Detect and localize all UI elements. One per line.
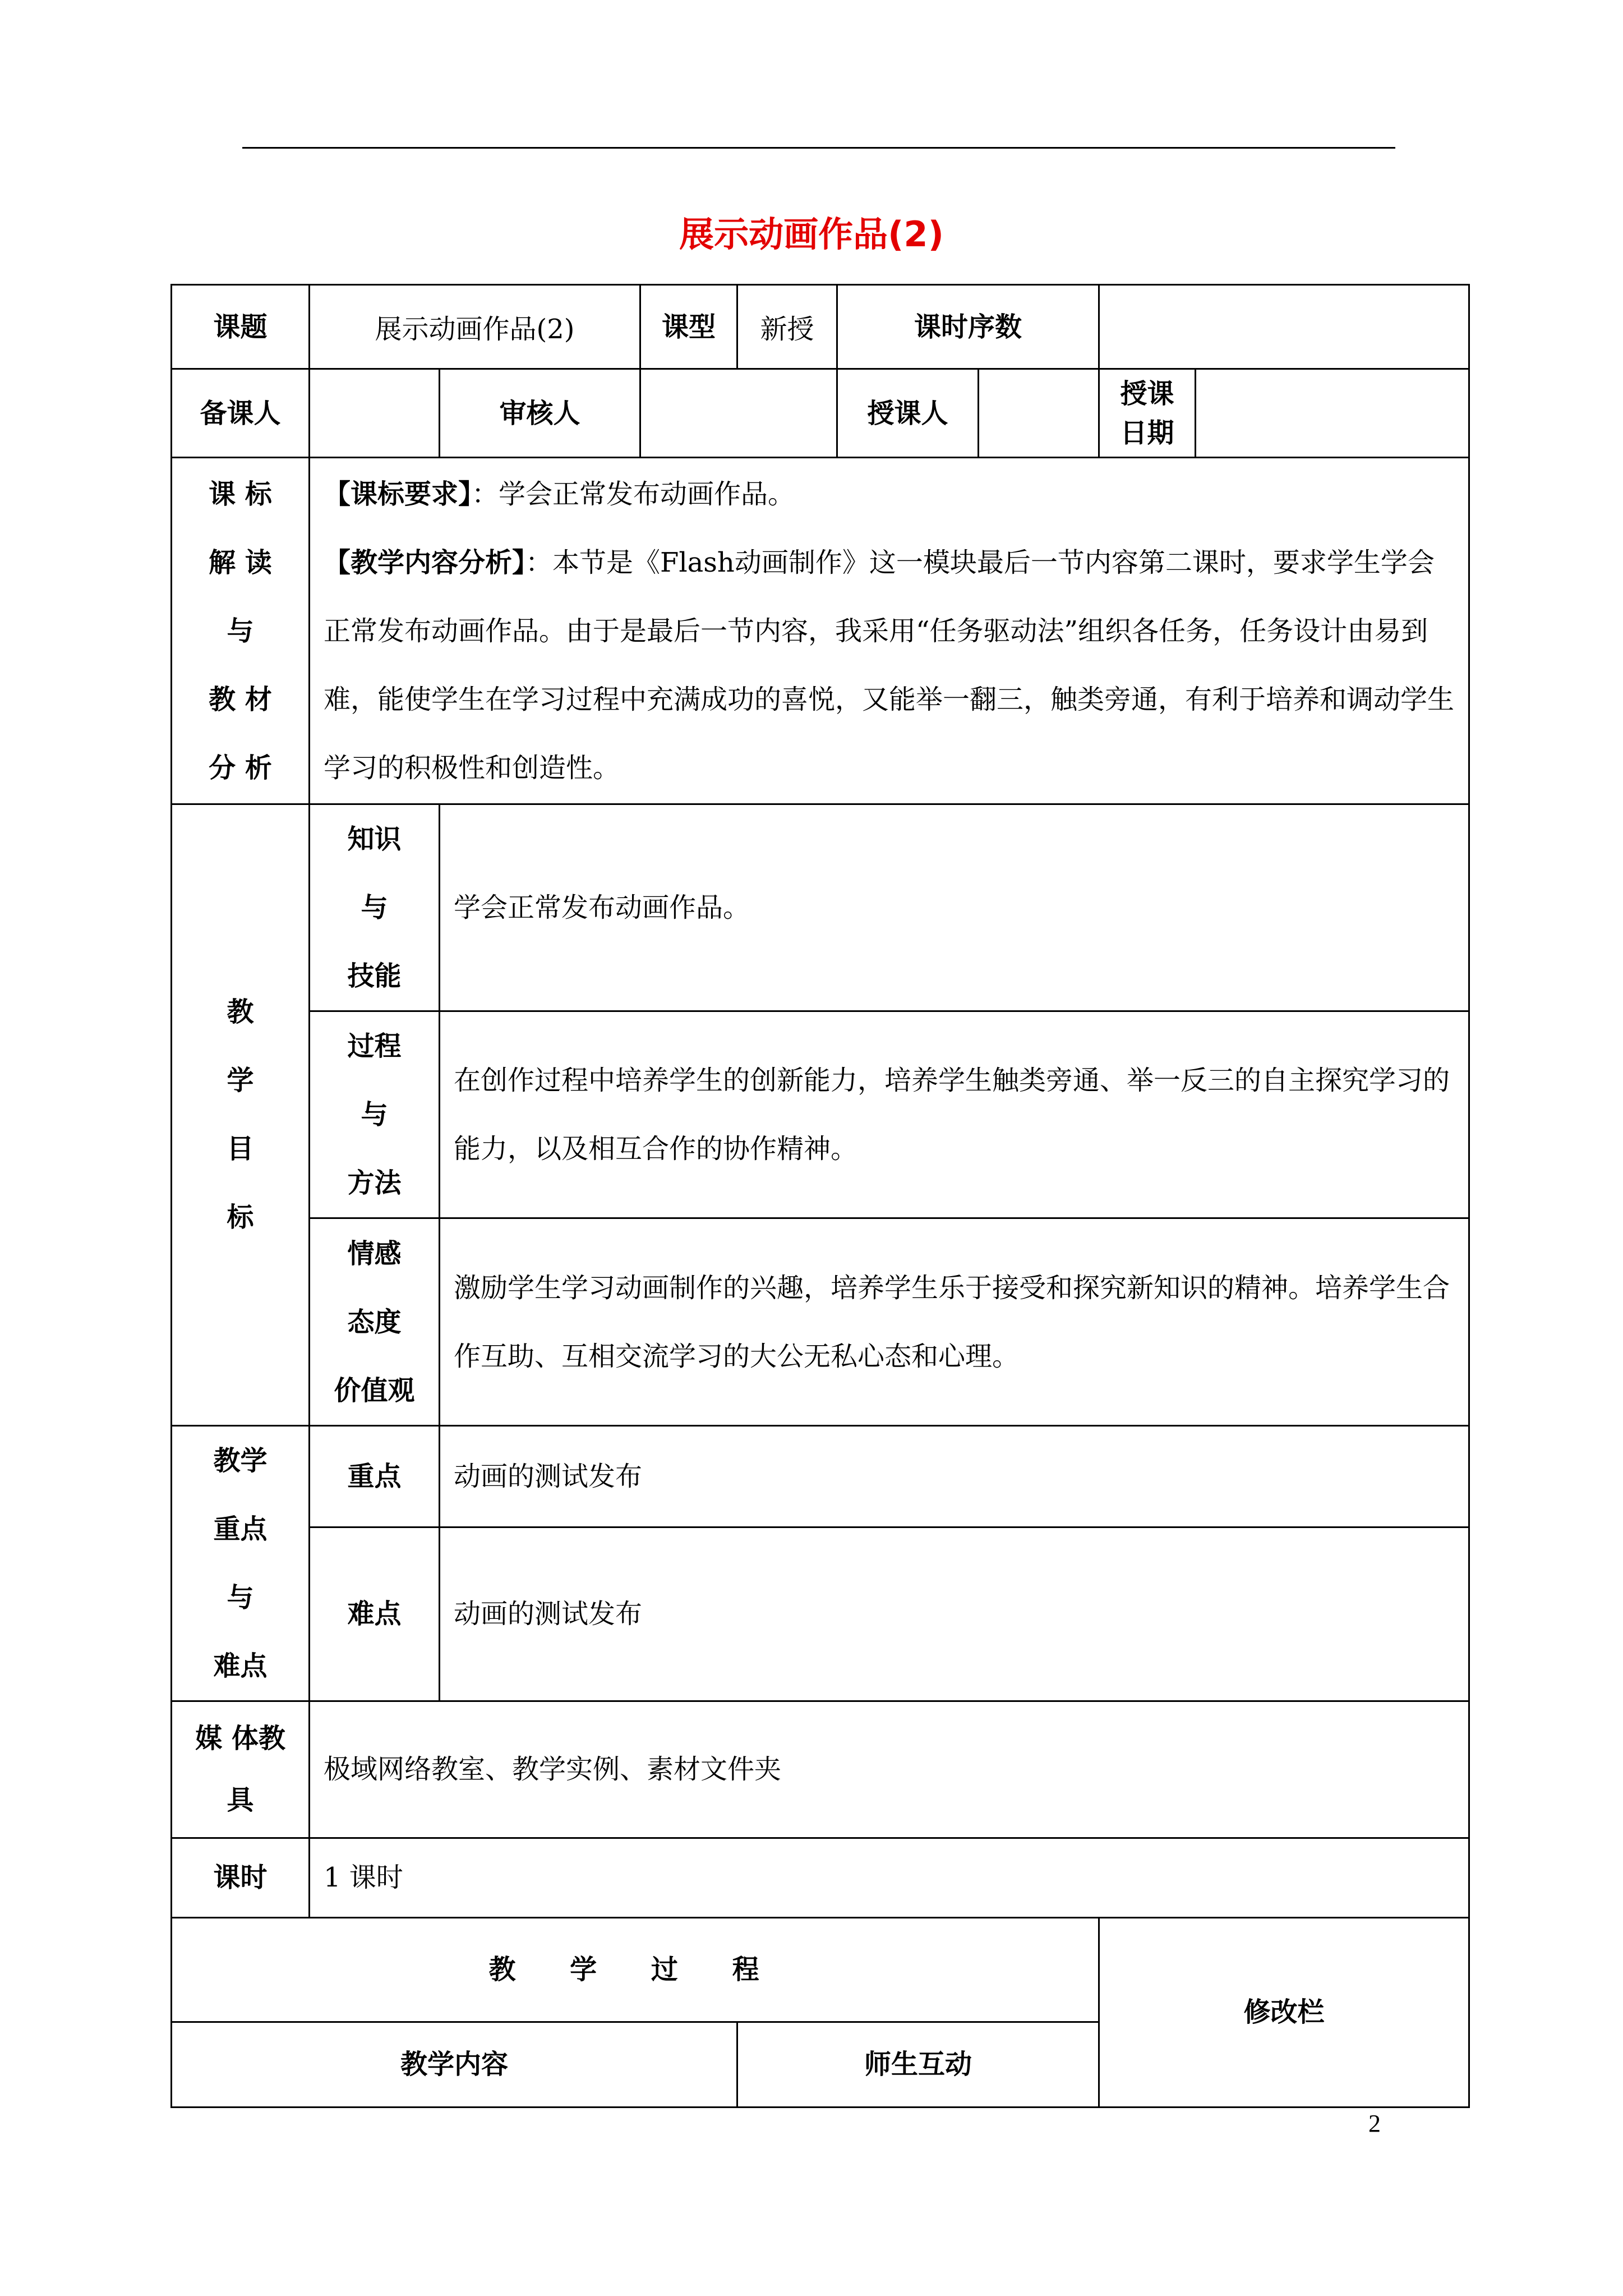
goal-label-line: 方法 — [347, 1167, 402, 1199]
content-column-label: 教学内容 — [172, 2022, 737, 2107]
date-value — [1196, 369, 1469, 458]
date-label-line-2: 日期 — [1120, 417, 1174, 449]
goals-label — [172, 804, 310, 1425]
type-value: 新授 — [737, 285, 837, 369]
goals-label-line: 教 — [227, 996, 254, 1028]
goal-label-line: 过程 — [347, 1030, 402, 1062]
goal-attitude-text: 激励学生学习动画制作的兴趣，培养学生乐于接受和探究新知识的精神。培养学生合作互助、互相交流学习的大公无私心态和心理。 — [440, 1218, 1469, 1425]
analysis-label-line: 解 读 — [209, 546, 272, 578]
media-label-line-1: 媒 体教 — [195, 1723, 285, 1755]
goal-label-line: 知识 — [347, 823, 402, 855]
goal-label-line: 技能 — [347, 960, 402, 992]
order-value — [1099, 285, 1469, 369]
page-number: 2 — [1368, 2110, 1381, 2137]
process-label: 教 学 过 程 — [172, 1917, 1099, 2022]
difficulty-text: 动画的测试发布 — [440, 1527, 1469, 1701]
media-label — [172, 1701, 310, 1838]
type-label: 课型 — [640, 285, 737, 369]
reviewer-label: 审核人 — [440, 369, 640, 458]
media-label-line-2: 具 — [227, 1784, 254, 1816]
row-goal-knowledge — [172, 804, 1469, 1011]
analysis-label-line: 分 析 — [209, 752, 272, 784]
key-label-line: 教学 — [213, 1444, 268, 1476]
analysis-content — [310, 458, 1469, 804]
row-goal-attitude — [172, 1218, 1469, 1425]
key-label-line: 与 — [227, 1581, 254, 1613]
goal-knowledge-text: 学会正常发布动画作品。 — [440, 804, 1469, 1011]
content-analysis-tag: 【教学内容分析】 — [324, 546, 526, 578]
media-text: 极域网络教室、教学实例、素材文件夹 — [310, 1701, 1469, 1838]
requirement-text: ：学会正常发布动画作品。 — [472, 478, 795, 510]
analysis-label-line: 与 — [227, 615, 254, 647]
preparer-value — [310, 369, 440, 458]
preparer-label: 备课人 — [172, 369, 310, 458]
row-goal-process — [172, 1011, 1469, 1218]
goal-attitude-label — [310, 1218, 440, 1425]
goals-label-line: 标 — [227, 1202, 254, 1234]
goals-label-line: 目 — [227, 1133, 254, 1165]
row-topic — [172, 285, 1469, 369]
row-people — [172, 369, 1469, 458]
interaction-column-label: 师生互动 — [737, 2022, 1099, 2107]
hours-label: 课时 — [172, 1838, 310, 1917]
topic-value: 展示动画作品(2) — [310, 285, 640, 369]
goal-process-text: 在创作过程中培养学生的创新能力，培养学生触类旁通、举一反三的自主探究学习的能力，以及相互合作的协作精神。 — [440, 1011, 1469, 1218]
analysis-label — [172, 458, 310, 804]
teacher-value — [979, 369, 1099, 458]
goal-label-line: 与 — [361, 892, 388, 924]
date-label-line-1: 授课 — [1120, 378, 1174, 409]
goal-label-line: 与 — [361, 1099, 388, 1131]
goal-process-label — [310, 1011, 440, 1218]
topic-label: 课题 — [172, 285, 310, 369]
goal-label-line: 情感 — [347, 1237, 402, 1269]
key-points-label — [172, 1425, 310, 1701]
header-rule — [242, 147, 1395, 149]
analysis-label-line: 课 标 — [209, 478, 272, 510]
date-label — [1099, 369, 1196, 458]
goal-label-line: 态度 — [347, 1306, 402, 1338]
reviewer-value — [640, 369, 837, 458]
goals-label-line: 学 — [227, 1065, 254, 1097]
row-focus — [172, 1425, 1469, 1527]
focus-label: 重点 — [310, 1425, 440, 1527]
key-label-line: 难点 — [213, 1650, 268, 1682]
order-label: 课时序数 — [837, 285, 1099, 369]
document-title: 展示动画作品(2) — [679, 214, 944, 255]
row-difficulty — [172, 1527, 1469, 1701]
requirement-tag: 【课标要求】 — [324, 478, 472, 510]
curriculum-requirement — [324, 460, 1455, 528]
goal-knowledge-label — [310, 804, 440, 1011]
key-label-line: 重点 — [213, 1513, 268, 1545]
goal-label-line: 价值观 — [334, 1374, 415, 1406]
lesson-plan-table — [170, 284, 1470, 2108]
difficulty-label: 难点 — [310, 1527, 440, 1701]
row-media — [172, 1701, 1469, 1838]
teacher-label: 授课人 — [837, 369, 979, 458]
row-hours — [172, 1838, 1469, 1917]
content-analysis-text: ：本节是《Flash动画制作》这一模块最后一节内容第二课时，要求学生学会正常发布动画作品。由于是最后一节内容，我采用“任务驱动法”组织各任务，任务设计由易到难，能使学生在学习过程中充满成功的喜悦，又能举一翻三，触类旁通，有利于培养和调动学生学习的积极性和创造性。 — [324, 546, 1455, 784]
row-analysis — [172, 458, 1469, 804]
analysis-label-line: 教 材 — [209, 683, 272, 715]
content-analysis — [324, 528, 1455, 802]
revision-label: 修改栏 — [1099, 1917, 1469, 2107]
row-process-header — [172, 1917, 1469, 2022]
hours-text: 1 课时 — [310, 1838, 1469, 1917]
focus-text: 动画的测试发布 — [440, 1425, 1469, 1527]
